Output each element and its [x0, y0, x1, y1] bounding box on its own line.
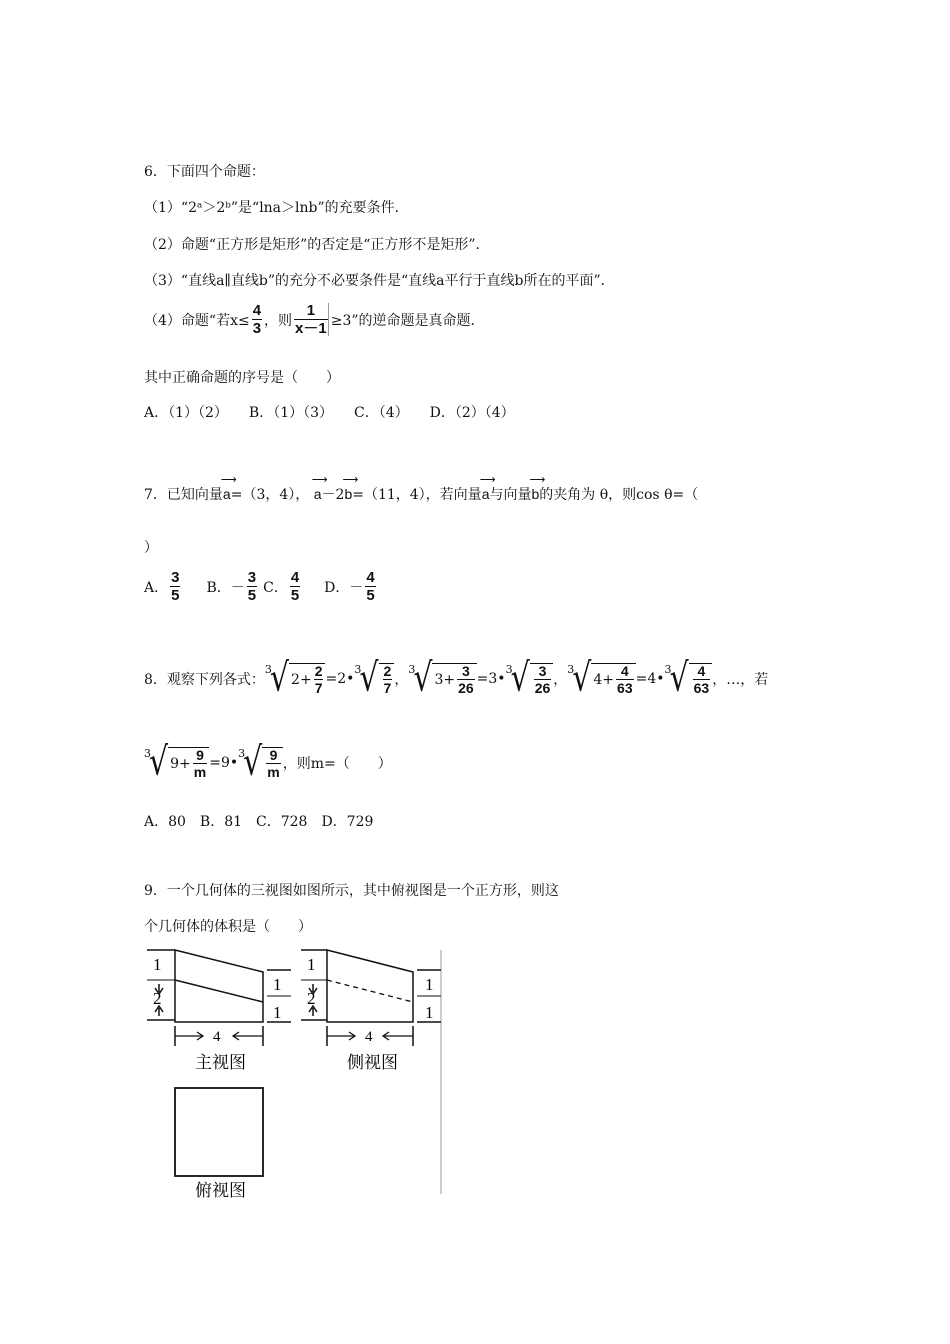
front-view-label: 主视图 [195, 1053, 246, 1072]
q8-root-3 [567, 655, 635, 702]
front-view-outline [175, 950, 263, 1022]
q6-question: 其中正确命题的序号是（ ） [144, 370, 340, 386]
q7-stem [144, 474, 699, 504]
radical-icon: √ [149, 739, 169, 786]
arrow-right-icon [327, 1032, 355, 1040]
q7-pre: 7．已知向量 [144, 487, 223, 503]
root-index: 3 [144, 747, 151, 760]
q8-stem [144, 655, 769, 702]
q7-eq1: =（3，4）， [230, 487, 310, 503]
frac-numerator: 9 [196, 747, 204, 763]
vector-a-label: a [481, 486, 490, 502]
radical-icon: √ [269, 655, 290, 702]
radical-icon: √ [413, 655, 433, 702]
root-term: 4+ [593, 671, 615, 688]
q8-options: A．80 B．81 C．728 D．729 [144, 814, 374, 830]
vector-arrow-icon: ⟶ [311, 474, 328, 486]
frac-numerator: 4 [620, 663, 629, 679]
q8-eq: =9• [209, 755, 239, 771]
q7-frac-b [247, 570, 257, 603]
q8-ellipsis: ，…，若 [712, 672, 769, 688]
radical-icon: √ [243, 739, 263, 786]
q7-frac-c [290, 570, 300, 603]
front-view [147, 950, 291, 1072]
vector-a-label: a [313, 486, 322, 502]
dim-label-2: 2 [307, 989, 316, 1008]
frac-denominator: 26 [534, 680, 551, 696]
q7-eq2: =（11，4），若向量 [352, 487, 482, 503]
frac-denominator: 7 [314, 680, 323, 696]
q6-item-2: （2）命题“正方形是矩形”的否定是“正方形不是矩形”． [144, 237, 490, 253]
q6-frac-4-3 [252, 303, 262, 336]
dim-label-1: 1 [153, 955, 162, 974]
dim-label-1: 1 [273, 1003, 282, 1022]
dim-label-1: 1 [425, 975, 434, 994]
frac-denominator: 3 [252, 320, 262, 337]
dim-label-1: 1 [307, 955, 316, 974]
frac-denominator: 5 [247, 587, 257, 604]
q8-root-1b [354, 655, 394, 702]
frac-numerator: 3 [538, 663, 547, 679]
q8-sep: ， [553, 672, 568, 688]
q8-condition [144, 739, 392, 786]
root-term: 3+ [434, 671, 456, 688]
side-view-outline [327, 950, 413, 1022]
root-index: 3 [238, 747, 246, 760]
frac-denominator: 5 [366, 587, 375, 604]
q7-tail: 的夹角为 θ，则cos θ=（ [539, 487, 699, 503]
q6-item4-mid: ，则 [264, 312, 293, 329]
q6-frac-1-x [294, 303, 329, 336]
q6-item4-post: ≥3”的逆命题是真命题． [330, 312, 485, 329]
frac-denominator: 5 [171, 587, 180, 604]
q6-title: 6．下面四个命题： [144, 164, 265, 180]
q8-root-1 [264, 655, 326, 702]
q7-options [144, 570, 378, 603]
q8-tail: ，则m=（ ） [282, 756, 392, 772]
dim-label-4: 4 [365, 1029, 373, 1045]
q9-line-2: 个几何体的体积是（ ） [144, 919, 312, 935]
frac-numerator: 2 [314, 663, 323, 679]
q7-option-d: D．－ [324, 579, 364, 596]
frac-denominator: 63 [617, 680, 633, 696]
q8-eq: =3• [476, 671, 506, 687]
top-view-square [175, 1088, 263, 1176]
dim-label-4: 4 [213, 1029, 221, 1045]
top-view [175, 1088, 263, 1200]
q9-line-1: 9．一个几何体的三视图如图所示，其中俯视图是一个正方形，则这 [144, 883, 559, 899]
frac-denominator: 26 [458, 680, 474, 696]
vector-arrow-icon: ⟶ [529, 474, 546, 486]
frac-numerator: 1 [306, 302, 316, 319]
arrow-left-icon [233, 1032, 263, 1040]
side-view-hidden-edge [327, 980, 413, 1002]
frac-numerator: 4 [366, 569, 375, 586]
frac-numerator: 3 [247, 569, 257, 586]
q7-minus2: －2 [321, 487, 345, 503]
q8-root-4b [238, 739, 283, 786]
q6-item-4 [144, 303, 485, 336]
q7-frac-a [170, 570, 180, 603]
frac-denominator: m [267, 764, 280, 780]
side-view-label: 侧视图 [347, 1053, 398, 1072]
arrow-left-icon [383, 1032, 413, 1040]
radical-icon: √ [572, 655, 592, 702]
arrow-right-icon [175, 1032, 203, 1040]
frac-numerator: 4 [252, 302, 262, 319]
q7-option-a: A． [144, 579, 169, 596]
root-term: 9+ [170, 755, 191, 772]
vector-b-label: b [531, 486, 540, 502]
frac-denominator: x－1 [295, 320, 327, 337]
q7-with: 与向量 [489, 487, 532, 503]
q8-pre: 8．观察下列各式： [144, 672, 265, 688]
root-term: 2+ [291, 671, 312, 688]
q6-item4-pre: （4）命题“若x≤ [144, 312, 250, 329]
q8-root-2 [408, 655, 476, 702]
root-index: 3 [264, 663, 272, 676]
frac-denominator: 7 [383, 680, 392, 696]
q7-option-b: B．－ [206, 579, 245, 596]
q7-close: ） [144, 540, 158, 556]
vector-a-label: a [222, 486, 231, 502]
frac-numerator: 4 [290, 569, 300, 586]
q8-eq: =2• [325, 671, 355, 687]
q8-root-2b [505, 655, 554, 702]
frac-numerator: 9 [269, 747, 278, 763]
frac-denominator: m [193, 764, 207, 780]
q7-frac-d [365, 570, 375, 603]
root-index: 3 [408, 663, 416, 676]
frac-numerator: 3 [461, 663, 470, 679]
vector-b [529, 474, 546, 502]
q6-item-1: （1）“2ᵃ＞2ᵇ”是“lna＞lnb”的充要条件． [144, 200, 409, 216]
vector-b [342, 474, 359, 502]
frac-numerator: 4 [697, 663, 706, 679]
vector-a [311, 474, 328, 502]
dim-label-2: 2 [153, 989, 162, 1008]
q8-sep: ， [394, 672, 409, 688]
q8-eq: =4• [635, 671, 665, 687]
q8-root-4 [144, 739, 209, 786]
root-index: 3 [354, 663, 362, 676]
radical-icon: √ [359, 655, 379, 702]
radical-icon: √ [510, 655, 530, 702]
root-index: 3 [664, 663, 672, 676]
side-view [301, 950, 441, 1072]
dim-label-1: 1 [425, 1003, 434, 1022]
frac-denominator: 63 [693, 680, 710, 696]
q6-options: A．（1）（2） B．（1）（3） C．（4） D．（2）（4） [144, 405, 515, 421]
vector-arrow-icon: ⟶ [342, 474, 359, 486]
q6-item-3: （3）“直线a∥直线b”的充分不必要条件是“直线a平行于直线b所在的平面”． [144, 273, 615, 289]
radical-icon: √ [669, 655, 689, 702]
q8-root-3b [664, 655, 713, 702]
dim-label-1: 1 [273, 975, 282, 994]
vector-a [220, 474, 237, 502]
vector-b-label: b [344, 486, 353, 502]
root-index: 3 [505, 663, 513, 676]
vector-arrow-icon: ⟶ [220, 474, 237, 486]
top-view-label: 俯视图 [195, 1181, 246, 1200]
frac-denominator: 5 [290, 587, 300, 604]
root-index: 3 [567, 663, 575, 676]
q7-option-c: C． [263, 579, 288, 596]
vector-arrow-icon: ⟶ [479, 474, 496, 486]
three-view-figure [143, 942, 443, 1202]
frac-numerator: 2 [383, 663, 392, 679]
front-view-edge [175, 980, 263, 1002]
vector-a [479, 474, 496, 502]
frac-numerator: 3 [171, 569, 180, 586]
